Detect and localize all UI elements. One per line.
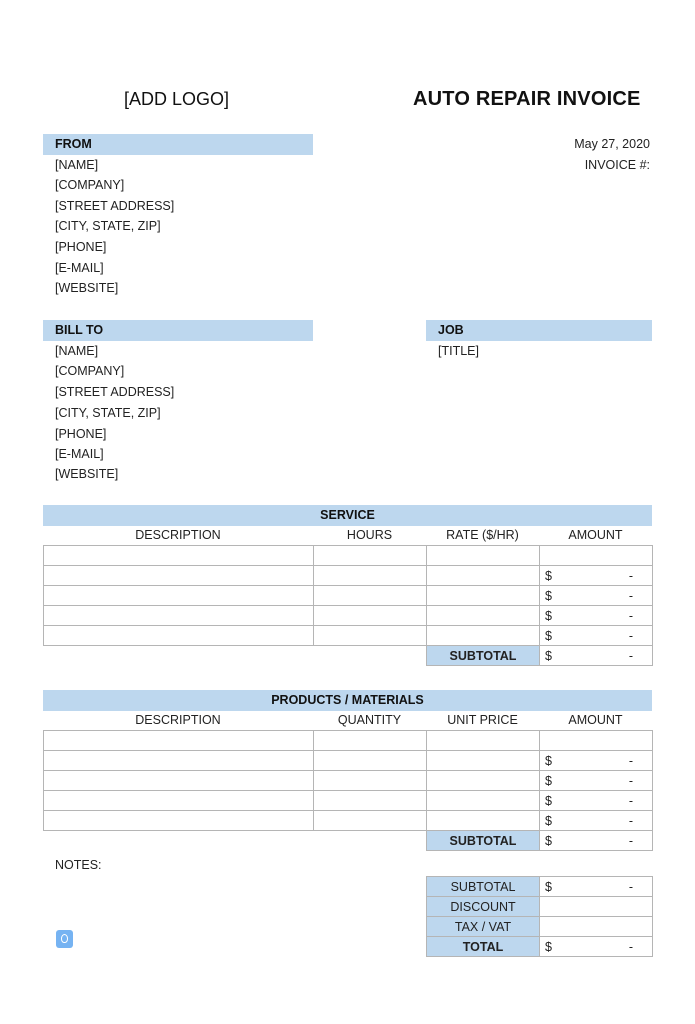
job-title: [TITLE] [438, 344, 479, 358]
amount-value: - [628, 569, 633, 583]
service-heading: SERVICE [43, 505, 652, 526]
product-unit-price-cell[interactable] [427, 771, 540, 791]
from-website: [WEBSITE] [55, 281, 119, 295]
service-subtotal-row [44, 646, 653, 666]
currency-symbol: $ [545, 589, 552, 603]
table-row [44, 811, 653, 831]
service-amount-cell[interactable] [540, 606, 653, 626]
service-hours-cell[interactable] [314, 586, 427, 606]
totals-discount-amount[interactable] [540, 897, 653, 917]
service-hours-cell[interactable] [314, 626, 427, 646]
table-row [44, 586, 653, 606]
logo-placeholder: [ADD LOGO] [124, 89, 230, 109]
products-col-description: DESCRIPTION [135, 713, 221, 727]
product-description-cell[interactable] [44, 811, 314, 831]
service-description-cell[interactable] [44, 626, 314, 646]
spacer-cell [314, 646, 427, 666]
totals-subtotal-label: SUBTOTAL [427, 877, 540, 897]
service-amount-cell[interactable] [540, 566, 653, 586]
amount-value: - [628, 609, 633, 623]
service-hours-cell[interactable] [314, 546, 427, 566]
table-row [44, 751, 653, 771]
currency-symbol: $ [545, 880, 552, 894]
currency-symbol: $ [545, 814, 552, 828]
spacer-cell [44, 646, 314, 666]
service-description-cell[interactable] [44, 606, 314, 626]
product-quantity-cell[interactable] [314, 811, 427, 831]
table-row [44, 566, 653, 586]
notes-label: NOTES: [55, 858, 102, 872]
product-unit-price-cell[interactable] [427, 731, 540, 751]
totals-table [426, 876, 653, 957]
currency-symbol: $ [545, 629, 552, 643]
service-col-rate: RATE ($/HR) [446, 528, 519, 542]
service-subtotal-label: SUBTOTAL [427, 646, 540, 666]
products-table [43, 730, 653, 851]
product-unit-price-cell[interactable] [427, 811, 540, 831]
products-subtotal-row [44, 831, 653, 851]
products-subtotal-label: SUBTOTAL [427, 831, 540, 851]
currency-symbol: $ [545, 774, 552, 788]
amount-value: - [628, 794, 633, 808]
product-description-cell[interactable] [44, 791, 314, 811]
from-email: [E-MAIL] [55, 261, 104, 275]
invoice-date: May 27, 2020 [574, 137, 650, 151]
service-table [43, 545, 653, 666]
product-quantity-cell[interactable] [314, 731, 427, 751]
totals-total-label: TOTAL [427, 937, 540, 957]
currency-symbol: $ [545, 794, 552, 808]
bill-to-city: [CITY, STATE, ZIP] [55, 406, 161, 420]
service-amount-cell[interactable] [540, 626, 653, 646]
product-quantity-cell[interactable] [314, 751, 427, 771]
from-heading: FROM [43, 134, 313, 155]
table-row [44, 771, 653, 791]
service-col-description: DESCRIPTION [135, 528, 221, 542]
service-amount-cell[interactable] [540, 546, 653, 566]
service-amount-cell[interactable] [540, 586, 653, 606]
table-row [44, 546, 653, 566]
service-description-cell[interactable] [44, 566, 314, 586]
product-amount-cell[interactable] [540, 771, 653, 791]
totals-subtotal-amount [540, 877, 653, 897]
product-unit-price-cell[interactable] [427, 791, 540, 811]
totals-tax-label: TAX / VAT [427, 917, 540, 937]
product-quantity-cell[interactable] [314, 791, 427, 811]
products-subtotal-amount [540, 831, 653, 851]
invoice-number-label: INVOICE #: [584, 158, 650, 172]
amount-value: - [628, 629, 633, 643]
table-row [44, 606, 653, 626]
service-subtotal-amount [540, 646, 653, 666]
service-description-cell[interactable] [44, 546, 314, 566]
amount-value: - [628, 940, 633, 954]
amount-value: - [628, 649, 633, 663]
currency-symbol: $ [545, 649, 552, 663]
service-rate-cell[interactable] [427, 586, 540, 606]
service-rate-cell[interactable] [427, 626, 540, 646]
totals-discount-row [427, 897, 653, 917]
product-unit-price-cell[interactable] [427, 751, 540, 771]
service-col-hours: HOURS [346, 528, 393, 542]
currency-symbol: $ [545, 609, 552, 623]
document-title: AUTO REPAIR INVOICE [413, 88, 641, 110]
totals-subtotal-row [427, 877, 653, 897]
service-rate-cell[interactable] [427, 566, 540, 586]
products-col-quantity: QUANTITY [337, 713, 402, 727]
service-rate-cell[interactable] [427, 606, 540, 626]
currency-symbol: $ [545, 754, 552, 768]
totals-discount-label: DISCOUNT [427, 897, 540, 917]
spacer-cell [44, 831, 314, 851]
product-amount-cell[interactable] [540, 811, 653, 831]
totals-tax-row [427, 917, 653, 937]
bill-to-phone: [PHONE] [55, 427, 107, 441]
bill-to-name: [NAME] [55, 344, 99, 358]
service-rate-cell[interactable] [427, 546, 540, 566]
service-col-amount: AMOUNT [568, 528, 623, 542]
totals-tax-amount[interactable] [540, 917, 653, 937]
bill-to-website: [WEBSITE] [55, 467, 119, 481]
product-description-cell[interactable] [44, 771, 314, 791]
product-amount-cell[interactable] [540, 791, 653, 811]
product-description-cell[interactable] [44, 731, 314, 751]
totals-total-row [427, 937, 653, 957]
amount-value: - [628, 834, 633, 848]
service-description-cell[interactable] [44, 586, 314, 606]
from-company: [COMPANY] [55, 178, 125, 192]
from-street: [STREET ADDRESS] [55, 199, 175, 213]
from-city: [CITY, STATE, ZIP] [55, 219, 161, 233]
product-amount-cell[interactable] [540, 731, 653, 751]
table-row [44, 791, 653, 811]
products-col-unit-price: UNIT PRICE [447, 713, 518, 727]
table-row [44, 626, 653, 646]
service-hours-cell[interactable] [314, 566, 427, 586]
app-badge-icon[interactable] [56, 930, 73, 948]
bill-to-email: [E-MAIL] [55, 447, 104, 461]
from-name: [NAME] [55, 158, 99, 172]
currency-symbol: $ [545, 834, 552, 848]
products-col-amount: AMOUNT [568, 713, 623, 727]
from-phone: [PHONE] [55, 240, 107, 254]
product-amount-cell[interactable] [540, 751, 653, 771]
amount-value: - [628, 754, 633, 768]
bill-to-heading: BILL TO [43, 320, 313, 341]
totals-total-amount [540, 937, 653, 957]
amount-value: - [628, 774, 633, 788]
amount-value: - [628, 814, 633, 828]
currency-symbol: $ [545, 569, 552, 583]
product-quantity-cell[interactable] [314, 771, 427, 791]
job-heading: JOB [426, 320, 652, 341]
amount-value: - [628, 589, 633, 603]
bill-to-company: [COMPANY] [55, 364, 125, 378]
bill-to-street: [STREET ADDRESS] [55, 385, 175, 399]
currency-symbol: $ [545, 940, 552, 954]
service-hours-cell[interactable] [314, 606, 427, 626]
amount-value: - [628, 880, 633, 894]
table-row [44, 731, 653, 751]
products-heading: PRODUCTS / MATERIALS [43, 690, 652, 711]
product-description-cell[interactable] [44, 751, 314, 771]
spacer-cell [314, 831, 427, 851]
